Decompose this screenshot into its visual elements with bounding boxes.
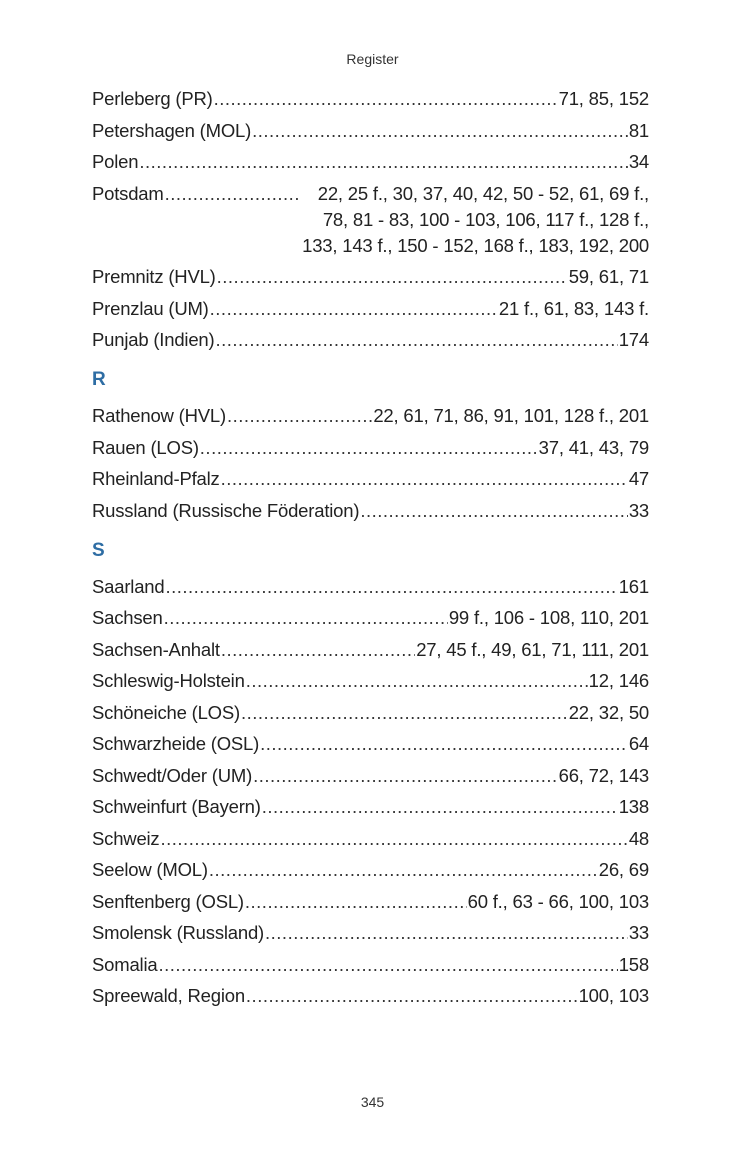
index-page-refs (468, 889, 649, 915)
index-term: Schweiz (92, 827, 160, 849)
page-refs-line: 48 (628, 827, 649, 849)
page-refs-line: 99 f., 106 - 108, 110, 201 (448, 607, 649, 628)
dot-leader (241, 700, 568, 726)
index-entry (92, 574, 649, 600)
index-term: Rheinland-Pfalz (92, 468, 220, 489)
page-refs-line: 33 (628, 499, 649, 521)
index-term: Sachsen-Anhalt (92, 638, 220, 660)
index-entry (92, 952, 649, 978)
page-refs-line: 78, 81 - 83, 100 - 103, 106, 117 f., 128 f., (322, 208, 649, 230)
dot-leader (139, 149, 627, 175)
index-entry (92, 264, 649, 290)
page-refs-line: 22, 25 f., 30, 37, 40, 42, 50 - 52, 61, 69 f., (317, 182, 649, 204)
index-entry (92, 668, 649, 694)
index-page-refs (569, 264, 649, 290)
dot-leader (253, 763, 558, 789)
dot-leader (158, 952, 617, 978)
dot-leader (165, 181, 302, 207)
dot-leader (221, 466, 628, 492)
index-page-refs (629, 149, 649, 175)
index-register (92, 86, 649, 1015)
dot-leader (252, 118, 628, 144)
page-refs-line: 34 (628, 151, 649, 172)
index-entry (92, 826, 649, 852)
page-refs-line: 26, 69 (598, 859, 649, 880)
index-entry (92, 181, 649, 259)
index-term: Schleswig-Holstein (92, 670, 245, 691)
page-number: 345 (360, 1094, 385, 1110)
page-refs-line: 27, 45 f., 49, 61, 71, 111, 201 (416, 638, 649, 660)
index-entry (92, 889, 649, 915)
index-entry (92, 327, 649, 353)
page-refs-line: 66, 72, 143 (558, 764, 649, 786)
dot-leader (260, 731, 628, 757)
index-term: Schweinfurt (Bayern) (92, 796, 261, 817)
index-entry (92, 498, 649, 524)
page-refs-line: 37, 41, 43, 79 (538, 436, 649, 458)
page-refs-line: 21 f., 61, 83, 143 f. (498, 297, 649, 319)
page-refs-line: 22, 32, 50 (568, 701, 649, 723)
dot-leader (165, 574, 617, 600)
page-refs-line: 161 (618, 575, 649, 597)
index-page-refs (539, 435, 649, 461)
dot-leader (360, 498, 628, 524)
page-refs-line: 64 (628, 733, 649, 754)
page-refs-line: 81 (628, 119, 649, 141)
index-entry (92, 763, 649, 789)
index-term: Premnitz (HVL) (92, 266, 216, 287)
dot-leader (245, 889, 467, 915)
index-entry (92, 466, 649, 492)
index-term: Spreewald, Region (92, 985, 245, 1006)
index-term: Schöneiche (LOS) (92, 701, 240, 723)
index-term: Perleberg (PR) (92, 88, 213, 109)
index-entry (92, 86, 649, 112)
dot-leader (164, 605, 448, 631)
page-refs-line: 22, 61, 71, 86, 91, 101, 128 f., 201 (373, 405, 649, 426)
index-page-refs (569, 700, 649, 726)
index-entry (92, 700, 649, 726)
index-term: Potsdam (92, 182, 164, 204)
dot-leader (200, 435, 538, 461)
page-refs-line: 71, 85, 152 (558, 88, 649, 109)
index-term: Russland (Russische Föderation) (92, 499, 360, 521)
index-page-refs (619, 574, 649, 600)
index-page-refs (629, 118, 649, 144)
index-page-refs (589, 668, 649, 694)
index-entry (92, 983, 649, 1009)
section-letter-s: S (92, 539, 105, 561)
index-term: Petershagen (MOL) (92, 119, 252, 141)
page-refs-line: 33 (628, 922, 649, 943)
index-page-refs (416, 637, 649, 663)
index-term: Schwedt/Oder (UM) (92, 764, 253, 786)
running-head: Register (346, 51, 399, 67)
index-entry (92, 794, 649, 820)
index-entry (92, 605, 649, 631)
index-entry (92, 435, 649, 461)
index-page-refs (629, 826, 649, 852)
index-page-refs (559, 763, 649, 789)
index-page-refs (629, 920, 649, 946)
index-page-refs (629, 731, 649, 757)
section-letter-r: R (92, 369, 106, 390)
index-term: Rathenow (HVL) (92, 405, 226, 426)
dot-leader (246, 668, 588, 694)
page-refs-line: 174 (618, 329, 649, 350)
dot-leader (262, 794, 618, 820)
index-entry (92, 637, 649, 663)
index-entry (92, 118, 649, 144)
dot-leader (217, 264, 568, 290)
index-entry (92, 731, 649, 757)
dot-leader (214, 86, 558, 112)
page-refs-line: 133, 143 f., 150 - 152, 168 f., 183, 192, 200 (302, 234, 649, 256)
index-page-refs (579, 983, 649, 1009)
dot-leader (221, 637, 415, 663)
index-term: Sachsen (92, 607, 163, 628)
index-term: Saarland (92, 575, 165, 597)
dot-leader (209, 857, 598, 883)
index-term: Seelow (MOL) (92, 859, 208, 880)
page-refs-line: 100, 103 (578, 985, 649, 1006)
index-page-refs (619, 794, 649, 820)
index-term: Smolensk (Russland) (92, 922, 265, 943)
page-refs-line: 12, 146 (588, 670, 649, 691)
page-refs-line: 138 (618, 796, 649, 817)
index-term: Somalia (92, 953, 158, 975)
dot-leader (246, 983, 578, 1009)
index-page-refs (559, 86, 649, 112)
dot-leader (265, 920, 628, 946)
index-page-refs (449, 605, 649, 631)
index-page-refs (629, 498, 649, 524)
index-page-refs (499, 296, 649, 322)
page-refs-line: 158 (618, 953, 649, 975)
dot-leader (210, 296, 498, 322)
index-term: Schwarzheide (OSL) (92, 733, 260, 754)
index-term: Polen (92, 151, 139, 172)
index-term: Prenzlau (UM) (92, 297, 209, 319)
index-page-refs (619, 327, 649, 353)
index-page-refs (629, 466, 649, 492)
index-entry (92, 920, 649, 946)
index-entry (92, 403, 649, 429)
index-page-refs (302, 181, 649, 259)
page-refs-line: 59, 61, 71 (568, 266, 649, 287)
index-entry (92, 857, 649, 883)
dot-leader (215, 327, 617, 353)
index-page-refs (373, 403, 649, 429)
page-refs-line: 60 f., 63 - 66, 100, 103 (467, 890, 649, 912)
page-refs-line: 47 (628, 468, 649, 489)
index-page-refs (619, 952, 649, 978)
dot-leader (161, 826, 628, 852)
index-term: Senftenberg (OSL) (92, 890, 244, 912)
index-entry (92, 296, 649, 322)
index-entry (92, 149, 649, 175)
index-page-refs (599, 857, 649, 883)
dot-leader (227, 403, 372, 429)
index-term: Rauen (LOS) (92, 436, 199, 458)
index-term: Punjab (Indien) (92, 329, 215, 350)
